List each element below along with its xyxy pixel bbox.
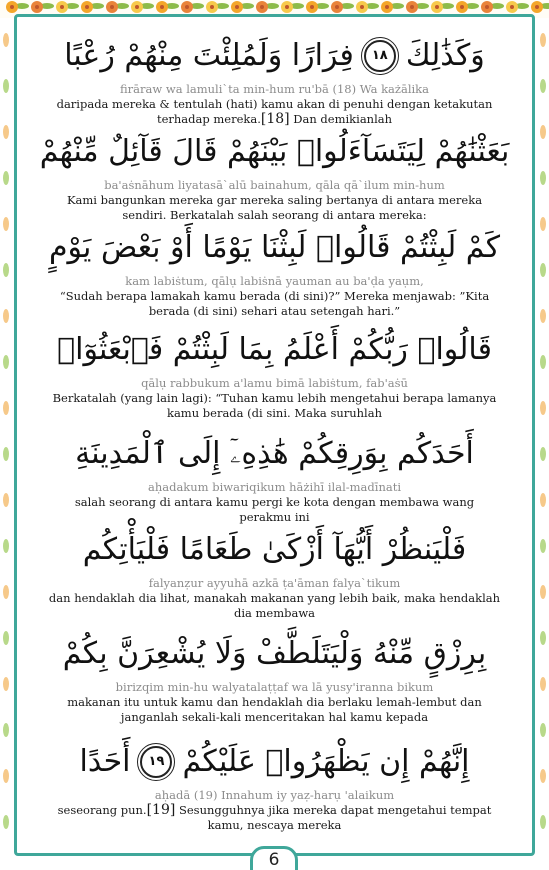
arabic-text: أَحَدَكُم بِوَرِقِكُمْ هَٰذِهِۦٓ إِلَى ٱلْمَدِينَةِ <box>75 436 474 471</box>
leaf-icon <box>540 585 546 599</box>
arabic-line <box>30 32 519 80</box>
floral-border-right <box>537 0 549 870</box>
leaf-icon <box>540 125 546 139</box>
flower-center-icon <box>435 5 439 9</box>
leaf-icon <box>540 33 546 47</box>
leaf-icon <box>3 539 9 553</box>
ayah-number-icon: ١٨ <box>364 40 396 72</box>
translation: makanan itu untuk kamu dan hendaklah dia berlaku lemah-lembut dan janganlah sekali-kali menceritakan hal kamu kepada <box>67 695 482 724</box>
arabic-text: بِرِزْقٍ مِّنْهُ وَلْيَتَلَطَّفْ وَلَا يُشْعِرَنَّ بِكُمْ <box>62 636 487 671</box>
arabic-text: قَالُوا۟ رَبُّكُمْ أَعْلَمُ بِمَا لَبِثْتُمْ فَٱبْعَثُوٓا۟ <box>57 332 492 367</box>
translation: “Sudah berapa lamakah kamu berada (di sini)?” Mereka menjawab: ”Kita berada (di sini) sehari atau setengah hari.” <box>59 289 490 318</box>
flower-center-icon <box>360 5 364 9</box>
flower-center-icon <box>110 5 114 9</box>
leaf-icon <box>3 263 9 277</box>
flower-center-icon <box>310 5 314 9</box>
verse-block <box>30 430 519 525</box>
flower-center-icon <box>185 5 189 9</box>
arabic-text: وَكَذَٰلِكَ <box>405 38 485 73</box>
leaf-icon <box>540 79 546 93</box>
leaf-icon <box>540 401 546 415</box>
leaf-icon <box>3 355 9 369</box>
translation-text: Dan demikianlah <box>289 112 393 126</box>
translation: Berkatalah (yang lain lagi): “Tuhan kamu lebih mengetahui berapa lamanya kamu berada (di sini. Maka suruhlah <box>52 391 497 420</box>
ayah-number-icon: ١٩ <box>140 746 172 778</box>
leaf-icon <box>540 723 546 737</box>
translation-text: seseorang pun. <box>57 803 147 817</box>
leaf-icon <box>540 539 546 553</box>
leaf-vine-icon <box>0 0 12 870</box>
page-number-badge <box>250 846 298 870</box>
transliteration: qālụ rabbukum a'lamu bimā labiṡtum, fab'aṡū <box>141 376 408 390</box>
flower-center-icon <box>35 5 39 9</box>
flower-center-icon <box>235 5 239 9</box>
arabic-text: فَلْيَنظُرْ أَيُّهَآ أَزْكَىٰ طَعَامًا فَلْيَأْتِكُم <box>82 532 467 567</box>
arabic-line <box>30 738 519 786</box>
leaf-icon <box>3 631 9 645</box>
arabic-text: أَحَدًا <box>79 744 131 779</box>
flower-center-icon <box>160 5 164 9</box>
flower-center-icon <box>485 5 489 9</box>
leaf-icon <box>3 723 9 737</box>
translation <box>30 97 519 127</box>
leaf-icon <box>540 677 546 691</box>
leaf-icon <box>540 309 546 323</box>
arabic-text: بَعَثْنَٰهُمْ لِيَتَسَآءَلُوا۟ بَيْنَهُمْ قَالَ قَآئِلٌ مِّنْهُمْ <box>39 134 510 169</box>
flower-center-icon <box>260 5 264 9</box>
arabic-line <box>30 128 519 176</box>
leaf-icon <box>540 263 546 277</box>
flower-center-icon <box>85 5 89 9</box>
transliteration: birizqim min-hu walyatalaṭṭaf wa lā yusy'iranna bikum <box>115 680 434 694</box>
leaf-icon <box>3 171 9 185</box>
leaf-icon <box>540 815 546 829</box>
translation-text: Sesungguhnya jika mereka dapat mengetahui tempat kamu, nescaya mereka <box>175 803 492 832</box>
arabic-line <box>30 630 519 678</box>
transliteration: firāraw wa lamuli`ta min-hum ru'bā (18) Wa każālika <box>119 82 430 96</box>
leaf-icon <box>540 447 546 461</box>
floral-border-left <box>0 0 12 870</box>
leaf-icon <box>3 79 9 93</box>
flower-center-icon <box>385 5 389 9</box>
transliteration: aḥadakum biwariqikum hāżihī ilal-madīnati <box>147 480 402 494</box>
leaf-icon <box>3 815 9 829</box>
flower-center-icon <box>60 5 64 9</box>
flower-center-icon <box>285 5 289 9</box>
flower-center-icon <box>460 5 464 9</box>
verse-block <box>30 526 519 621</box>
arabic-text: إِنَّهُمْ إِن يَظْهَرُوا۟ عَلَيْكُمْ <box>182 744 470 779</box>
arabic-line <box>30 224 519 272</box>
leaf-icon <box>3 769 9 783</box>
leaf-icon <box>3 677 9 691</box>
translation-text: daripada mereka & tentulah (hati) kamu akan di penuhi dengan ketakutan terhadap mereka. <box>56 97 493 126</box>
transliteration: falyanẓur ayyuhā azkā ṭa'āman falya`tikum <box>148 576 401 590</box>
verse-block <box>30 326 519 421</box>
leaf-icon <box>540 217 546 231</box>
verse-block <box>30 738 519 833</box>
verse-block <box>30 128 519 223</box>
transliteration: ba'aṡnāhum liyatasā`alū bainahum, qāla qā`ilum min-hum <box>104 178 445 192</box>
verse-number: [18] <box>260 111 290 127</box>
translation <box>30 803 519 833</box>
arabic-line <box>30 526 519 574</box>
leaf-icon <box>540 171 546 185</box>
translation: salah seorang di antara kamu pergi ke kota dengan membawa wang perakmu ini <box>74 495 475 524</box>
leaf-icon <box>3 401 9 415</box>
flower-center-icon <box>410 5 414 9</box>
leaf-vine-icon <box>537 0 549 870</box>
flower-center-icon <box>335 5 339 9</box>
leaf-icon <box>540 769 546 783</box>
transliteration: aḥadā (19) Innahum iy yaẓ-harụ 'alaikum <box>154 788 395 802</box>
arabic-line <box>30 430 519 478</box>
verse-block <box>30 32 519 127</box>
flower-center-icon <box>210 5 214 9</box>
verse-block <box>30 630 519 725</box>
verse-block <box>30 224 519 319</box>
verse-number: [19] <box>146 802 176 818</box>
arabic-text: فِرَارًا وَلَمُلِئْتَ مِنْهُمْ رُعْبًا <box>64 38 354 73</box>
leaf-icon <box>3 585 9 599</box>
leaf-icon <box>540 355 546 369</box>
leaf-icon <box>3 309 9 323</box>
leaf-icon <box>540 631 546 645</box>
leaf-icon <box>3 33 9 47</box>
arabic-text: كَمْ لَبِثْتُمْ قَالُوا۟ لَبِثْنَا يَوْمًا أَوْ بَعْضَ يَوْمٍ <box>48 230 501 265</box>
leaf-icon <box>3 493 9 507</box>
transliteration: kam labiṡtum, qālụ labiṡnā yauman au ba'ḍa yaụm, <box>125 274 424 288</box>
leaf-icon <box>3 447 9 461</box>
page-number: 6 <box>268 850 280 870</box>
translation: dan hendaklah dia lihat, manakah makanan yang lebih baik, maka hendaklah dia membawa <box>48 591 501 620</box>
flower-center-icon <box>510 5 514 9</box>
flower-center-icon <box>135 5 139 9</box>
leaf-icon <box>540 493 546 507</box>
leaf-icon <box>3 125 9 139</box>
leaf-icon <box>3 217 9 231</box>
translation: Kami bangunkan mereka gar mereka saling bertanya di antara mereka sendiri. Berkatalah salah seorang di antara mereka: <box>66 193 483 222</box>
arabic-line <box>30 326 519 374</box>
